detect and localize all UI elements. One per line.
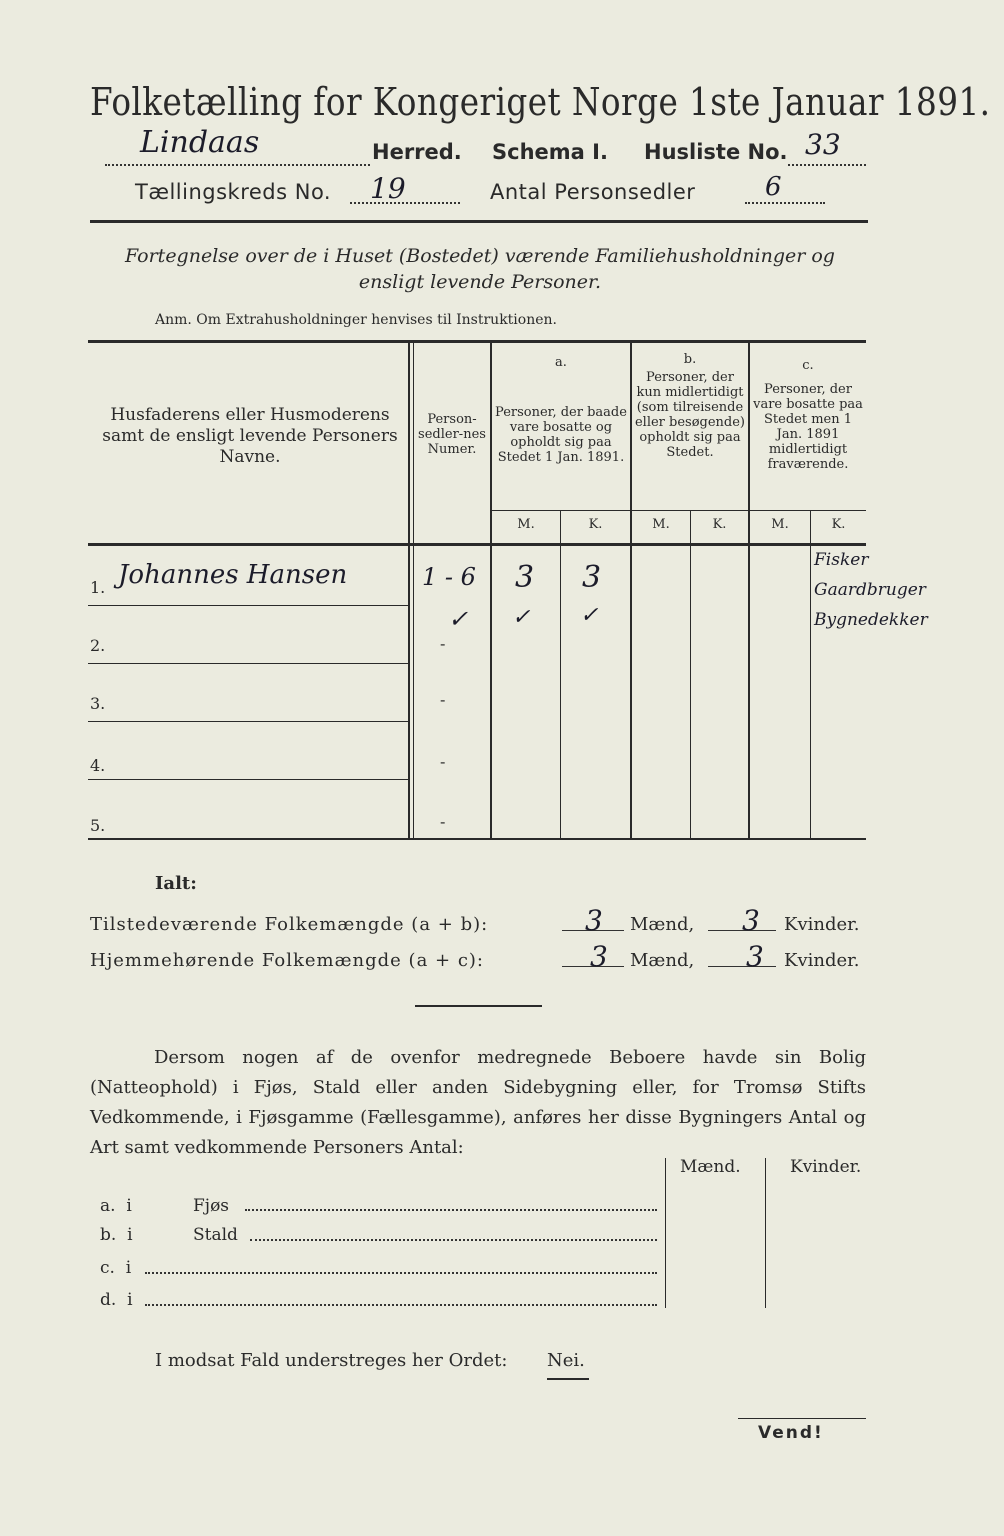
row-num: - [440, 634, 446, 653]
totals-line1-kvinder: Kvinder. [784, 914, 860, 935]
table-vline [413, 342, 414, 838]
totals-line1-k: 3 [742, 904, 760, 937]
col-a-header: Personer, der baade vare bosatte og opholdt sig paa Stedet 1 Jan. 1891. [495, 405, 627, 465]
table-vline [560, 510, 561, 838]
totals-ialt: Ialt: [155, 873, 197, 894]
herred-value: Lindaas [140, 125, 260, 160]
buildings-row-letter: b. i [100, 1225, 133, 1245]
totals-line2-kvinder: Kvinder. [784, 950, 860, 971]
schema-label: Schema I. [492, 140, 608, 164]
buildings-row-label: Fjøs [193, 1196, 230, 1216]
totals-line2-maend: Mænd, [630, 950, 695, 971]
husliste-value: 33 [805, 128, 841, 161]
mk-header-rule [490, 510, 866, 511]
buildings-row-dots [250, 1237, 657, 1241]
table-vline [408, 342, 410, 838]
totals-line2-k: 3 [746, 940, 764, 973]
buildings-col-m: Mænd. [680, 1157, 741, 1177]
herred-label: Herred. [372, 140, 462, 164]
personsedler-label: Antal Personsedler [490, 180, 696, 204]
husliste-label: Husliste No. [644, 140, 788, 164]
line2-k-field [708, 964, 776, 967]
totals-line1-label: Tilstedeværende Folkemængde (a + b): [90, 914, 489, 935]
buildings-col-k: Kvinder. [790, 1157, 862, 1177]
row-rule [88, 663, 408, 664]
row-rule [88, 721, 408, 722]
buildings-row-letter: c. i [100, 1258, 132, 1278]
totals-line2-label: Hjemmehørende Folkemængde (a + c): [90, 950, 484, 971]
table-vline [690, 510, 691, 838]
section-divider [415, 1005, 542, 1007]
table-bottom-rule [88, 838, 866, 840]
col-c-k: K. [831, 517, 846, 532]
col-b-letter: b. [683, 352, 697, 367]
row-number: 3. [90, 694, 106, 713]
check-mark: ✓ [580, 603, 599, 628]
vend-rule [738, 1418, 866, 1419]
row-number: 2. [90, 636, 106, 655]
header-rule [90, 220, 868, 223]
col-c-header: Personer, der vare bosatte paa Stedet men 1 Jan. 1891 midlertidigt fraværende. [753, 382, 863, 472]
modsat-text: I modsat Fald understreges her Ordet: [155, 1350, 508, 1371]
nei-word: Nei. [547, 1350, 585, 1371]
intro-note: Anm. Om Extrahusholdninger henvises til Instruktionen. [155, 312, 557, 328]
table-vline [490, 342, 492, 838]
col-c-m: M. [771, 517, 789, 532]
buildings-row-letter: a. i [100, 1196, 132, 1216]
check-mark: ✓ [512, 605, 531, 630]
row-number: 1. [90, 578, 106, 597]
buildings-row-label: Stald [193, 1225, 238, 1245]
buildings-vline [765, 1158, 766, 1308]
buildings-row-dots [245, 1207, 657, 1211]
check-mark: ✓ [448, 605, 469, 633]
personsedler-field [745, 192, 825, 204]
col-a-k: K. [588, 517, 603, 532]
buildings-vline [665, 1158, 666, 1308]
col-b-m: M. [652, 517, 670, 532]
kreds-label: Tællingskreds No. [135, 180, 332, 204]
row-rule [88, 605, 408, 606]
row-num: 1 - 6 [422, 563, 476, 591]
page-title: Folketælling for Kongeriget Norge 1ste Januar 1891. [90, 80, 991, 124]
buildings-row-letter: d. i [100, 1290, 133, 1310]
nei-underline [547, 1378, 589, 1380]
intro-heading: Fortegnelse over de i Huset (Bostedet) værende Familiehusholdninger og ensligt levende Personer. [125, 245, 835, 293]
buildings-row-dots [145, 1270, 657, 1274]
totals-line1-maend: Mænd, [630, 914, 695, 935]
totals-line2-m: 3 [590, 940, 608, 973]
vend-text: Vend! [758, 1423, 824, 1443]
col-b-k: K. [712, 517, 727, 532]
row-num: - [440, 690, 446, 709]
buildings-paragraph: Dersom nogen af de ovenfor medregnede Beboere havde sin Bolig (Natteophold) i Fjøs, Stald eller anden Sidebygning eller, for Tromsø Stifts Vedkommende, i Fjøsgamme (Fællesgamme), anføres her disse Bygningers Antal og Art samt vedkommende Personers Antal: [90, 1047, 866, 1158]
col-b-header: Personer, der kun midlertidigt (som tilreisende eller besøgende) opholdt sig paa Stedet. [634, 370, 746, 460]
row-a-k: 3 [582, 560, 602, 595]
row-a-m: 3 [515, 560, 535, 595]
row-note: Fisker Gaardbruger Bygnedekker [814, 550, 928, 630]
col-names-header: Husfaderens eller Husmoderens samt de ensligt levende Personers Navne. [102, 405, 398, 467]
col-a-m: M. [517, 517, 535, 532]
personsedler-value: 6 [765, 172, 782, 202]
row-number: 5. [90, 816, 106, 835]
table-vline [810, 510, 811, 838]
buildings-row-dots [145, 1302, 657, 1306]
row-num: - [440, 812, 446, 831]
row-rule [88, 779, 408, 780]
row-number: 4. [90, 756, 106, 775]
col-num-header: Person-sedler-nes Numer. [418, 412, 486, 457]
col-c-letter: c. [802, 358, 814, 373]
row-name: Johannes Hansen [118, 560, 348, 590]
kreds-value: 19 [370, 172, 406, 205]
col-a-letter: a. [555, 355, 567, 370]
totals-line1-m: 3 [585, 904, 603, 937]
row-num: - [440, 752, 446, 771]
